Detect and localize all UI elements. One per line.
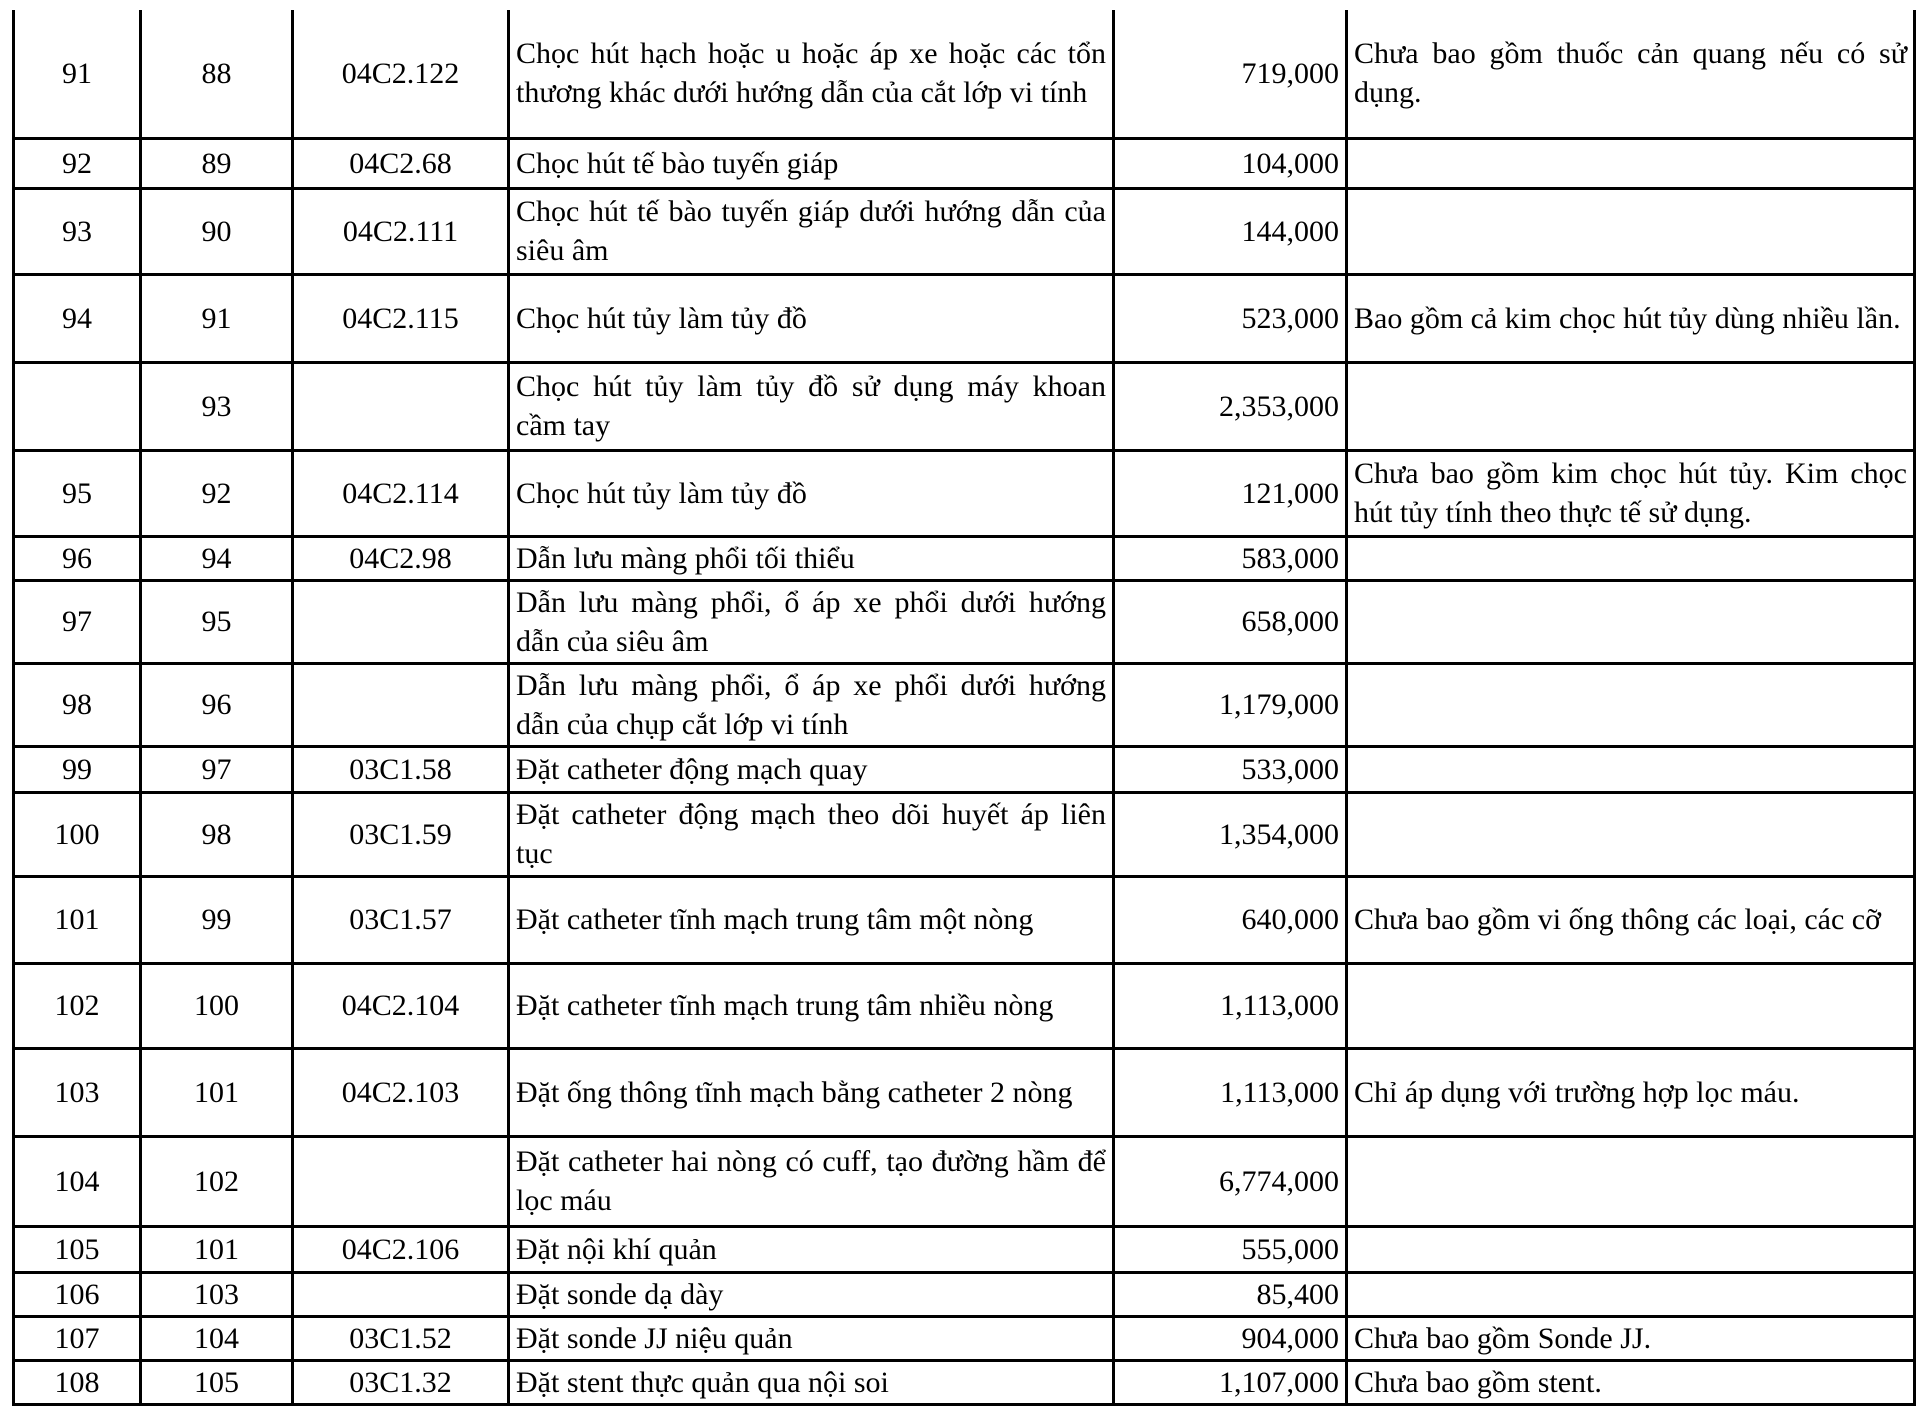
price-cell: 85,400 <box>1114 1272 1347 1316</box>
table-row <box>14 362 1915 450</box>
secondary-number-cell: 92 <box>141 450 293 536</box>
price-cell: 523,000 <box>1114 274 1347 362</box>
row-number-cell: 93 <box>14 188 141 274</box>
note-cell: Chỉ áp dụng với trường hợp lọc máu. <box>1347 1048 1915 1136</box>
service-name-cell: Đặt sonde JJ niệu quản <box>509 1316 1114 1360</box>
service-code-cell: 03C1.52 <box>293 1316 509 1360</box>
service-name-cell: Dẫn lưu màng phổi, ổ áp xe phổi dưới hướng dẫn của chụp cắt lớp vi tính <box>509 663 1114 746</box>
secondary-number-cell: 93 <box>141 362 293 450</box>
table-row <box>14 536 1915 580</box>
secondary-number-cell: 100 <box>141 963 293 1048</box>
table-row <box>14 450 1915 536</box>
service-code-cell: 03C1.58 <box>293 746 509 792</box>
row-number-cell: 107 <box>14 1316 141 1360</box>
service-name-cell: Chọc hút hạch hoặc u hoặc áp xe hoặc các tổn thương khác dưới hướng dẫn của cắt lớp vi tính <box>509 10 1114 138</box>
table-row <box>14 876 1915 963</box>
secondary-number-cell: 89 <box>141 138 293 188</box>
service-code-cell: 04C2.68 <box>293 138 509 188</box>
service-code-cell: 04C2.103 <box>293 1048 509 1136</box>
service-code-cell: 04C2.111 <box>293 188 509 274</box>
row-number-cell: 98 <box>14 663 141 746</box>
price-cell: 1,179,000 <box>1114 663 1347 746</box>
secondary-number-cell: 97 <box>141 746 293 792</box>
service-name-cell: Dẫn lưu màng phổi tối thiểu <box>509 536 1114 580</box>
service-code-cell: 04C2.106 <box>293 1226 509 1272</box>
note-cell <box>1347 746 1915 792</box>
table-row <box>14 663 1915 746</box>
note-cell <box>1347 663 1915 746</box>
price-cell: 144,000 <box>1114 188 1347 274</box>
service-name-cell: Chọc hút tủy làm tủy đồ <box>509 450 1114 536</box>
service-name-cell: Chọc hút tủy làm tủy đồ sử dụng máy khoan cầm tay <box>509 362 1114 450</box>
secondary-number-cell: 102 <box>141 1136 293 1226</box>
service-name-cell: Dẫn lưu màng phổi, ổ áp xe phổi dưới hướng dẫn của siêu âm <box>509 580 1114 663</box>
table-row <box>14 1316 1915 1360</box>
service-code-cell: 03C1.59 <box>293 792 509 876</box>
row-number-cell <box>14 362 141 450</box>
service-name-cell: Chọc hút tủy làm tủy đồ <box>509 274 1114 362</box>
table-row <box>14 1226 1915 1272</box>
service-code-cell: 03C1.32 <box>293 1360 509 1404</box>
note-cell: Chưa bao gồm vi ống thông các loại, các cỡ <box>1347 876 1915 963</box>
row-number-cell: 99 <box>14 746 141 792</box>
note-cell <box>1347 362 1915 450</box>
secondary-number-cell: 94 <box>141 536 293 580</box>
table-row <box>14 188 1915 274</box>
service-name-cell: Đặt catheter động mạch quay <box>509 746 1114 792</box>
secondary-number-cell: 101 <box>141 1048 293 1136</box>
table-row <box>14 580 1915 663</box>
table-row <box>14 792 1915 876</box>
price-cell: 658,000 <box>1114 580 1347 663</box>
price-cell: 533,000 <box>1114 746 1347 792</box>
secondary-number-cell: 95 <box>141 580 293 663</box>
secondary-number-cell: 104 <box>141 1316 293 1360</box>
secondary-number-cell: 99 <box>141 876 293 963</box>
note-cell <box>1347 963 1915 1048</box>
secondary-number-cell: 88 <box>141 10 293 138</box>
price-cell: 640,000 <box>1114 876 1347 963</box>
row-number-cell: 94 <box>14 274 141 362</box>
row-number-cell: 91 <box>14 10 141 138</box>
table-row <box>14 138 1915 188</box>
service-name-cell: Đặt nội khí quản <box>509 1226 1114 1272</box>
service-code-cell: 04C2.104 <box>293 963 509 1048</box>
row-number-cell: 105 <box>14 1226 141 1272</box>
service-code-cell: 04C2.114 <box>293 450 509 536</box>
service-name-cell: Đặt catheter động mạch theo dõi huyết áp liên tục <box>509 792 1114 876</box>
service-code-cell <box>293 1136 509 1226</box>
service-name-cell: Đặt stent thực quản qua nội soi <box>509 1360 1114 1404</box>
row-number-cell: 103 <box>14 1048 141 1136</box>
table-row <box>14 274 1915 362</box>
note-cell <box>1347 1272 1915 1316</box>
table-row <box>14 1360 1915 1404</box>
service-name-cell: Đặt catheter hai nòng có cuff, tạo đường hầm để lọc máu <box>509 1136 1114 1226</box>
row-number-cell: 97 <box>14 580 141 663</box>
table-row <box>14 1272 1915 1316</box>
price-cell: 904,000 <box>1114 1316 1347 1360</box>
secondary-number-cell: 98 <box>141 792 293 876</box>
service-code-cell: 04C2.122 <box>293 10 509 138</box>
note-cell <box>1347 1136 1915 1226</box>
row-number-cell: 106 <box>14 1272 141 1316</box>
note-cell: Chưa bao gồm Sonde JJ. <box>1347 1316 1915 1360</box>
secondary-number-cell: 105 <box>141 1360 293 1404</box>
secondary-number-cell: 101 <box>141 1226 293 1272</box>
price-cell: 1,113,000 <box>1114 963 1347 1048</box>
price-cell: 583,000 <box>1114 536 1347 580</box>
row-number-cell: 102 <box>14 963 141 1048</box>
row-number-cell: 104 <box>14 1136 141 1226</box>
price-cell: 1,107,000 <box>1114 1360 1347 1404</box>
note-cell: Chưa bao gồm stent. <box>1347 1360 1915 1404</box>
price-cell: 121,000 <box>1114 450 1347 536</box>
service-code-cell: 04C2.98 <box>293 536 509 580</box>
row-number-cell: 108 <box>14 1360 141 1404</box>
service-name-cell: Đặt catheter tĩnh mạch trung tâm nhiều nòng <box>509 963 1114 1048</box>
table-row <box>14 10 1915 138</box>
secondary-number-cell: 96 <box>141 663 293 746</box>
note-cell <box>1347 1226 1915 1272</box>
service-code-cell <box>293 663 509 746</box>
price-cell: 104,000 <box>1114 138 1347 188</box>
service-name-cell: Chọc hút tế bào tuyến giáp dưới hướng dẫn của siêu âm <box>509 188 1114 274</box>
service-name-cell: Chọc hút tế bào tuyến giáp <box>509 138 1114 188</box>
table-row <box>14 1136 1915 1226</box>
secondary-number-cell: 91 <box>141 274 293 362</box>
price-cell: 1,354,000 <box>1114 792 1347 876</box>
row-number-cell: 100 <box>14 792 141 876</box>
service-code-cell: 03C1.57 <box>293 876 509 963</box>
note-cell: Chưa bao gồm kim chọc hút tủy. Kim chọc hút tủy tính theo thực tế sử dụng. <box>1347 450 1915 536</box>
service-code-cell: 04C2.115 <box>293 274 509 362</box>
service-name-cell: Đặt ống thông tĩnh mạch bằng catheter 2 nòng <box>509 1048 1114 1136</box>
table-row <box>14 963 1915 1048</box>
row-number-cell: 96 <box>14 536 141 580</box>
price-cell: 2,353,000 <box>1114 362 1347 450</box>
secondary-number-cell: 90 <box>141 188 293 274</box>
table-row <box>14 746 1915 792</box>
price-cell: 6,774,000 <box>1114 1136 1347 1226</box>
note-cell: Bao gồm cả kim chọc hút tủy dùng nhiều lần. <box>1347 274 1915 362</box>
service-code-cell <box>293 362 509 450</box>
price-cell: 1,113,000 <box>1114 1048 1347 1136</box>
price-cell: 555,000 <box>1114 1226 1347 1272</box>
note-cell <box>1347 138 1915 188</box>
price-cell: 719,000 <box>1114 10 1347 138</box>
service-price-table <box>12 10 1916 1406</box>
row-number-cell: 95 <box>14 450 141 536</box>
note-cell: Chưa bao gồm thuốc cản quang nếu có sử dụng. <box>1347 10 1915 138</box>
table-row <box>14 1048 1915 1136</box>
secondary-number-cell: 103 <box>141 1272 293 1316</box>
service-name-cell: Đặt sonde dạ dày <box>509 1272 1114 1316</box>
note-cell <box>1347 536 1915 580</box>
note-cell <box>1347 188 1915 274</box>
row-number-cell: 92 <box>14 138 141 188</box>
service-name-cell: Đặt catheter tĩnh mạch trung tâm một nòng <box>509 876 1114 963</box>
note-cell <box>1347 792 1915 876</box>
row-number-cell: 101 <box>14 876 141 963</box>
note-cell <box>1347 580 1915 663</box>
service-code-cell <box>293 580 509 663</box>
service-code-cell <box>293 1272 509 1316</box>
